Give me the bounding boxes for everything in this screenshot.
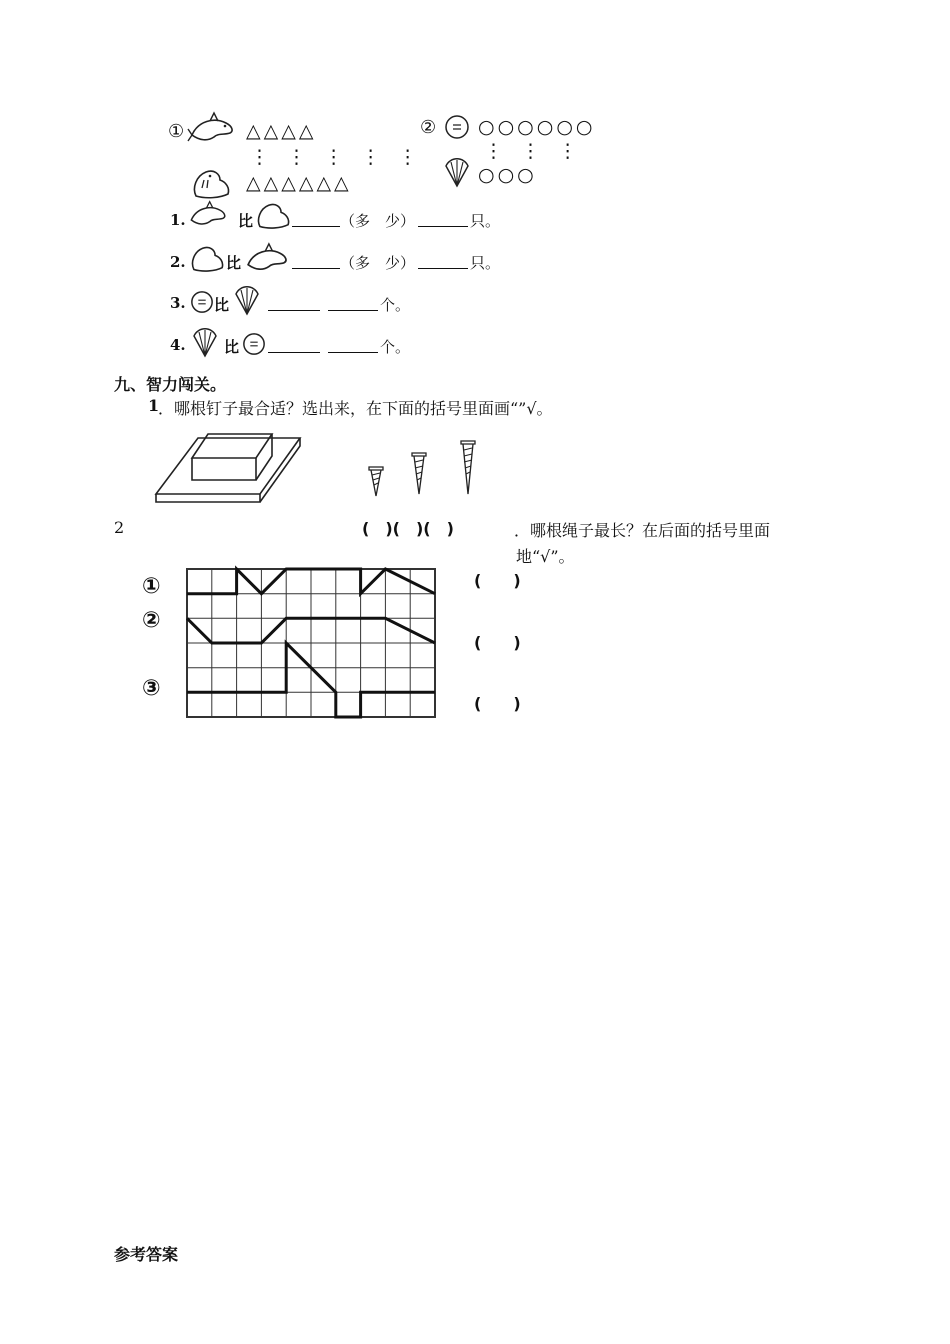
rope-label-3: ③ — [142, 676, 161, 701]
answer-line[interactable] — [268, 294, 320, 315]
ball-icon — [444, 114, 470, 140]
q2-text-line2: 地“√”。 — [516, 547, 575, 566]
bi-text: 比 — [224, 338, 240, 356]
duo-shao-text: （多 少） — [340, 254, 416, 272]
nail-medium-icon — [411, 450, 427, 496]
ge-text: 个。 — [380, 296, 411, 314]
group1-label: ① — [168, 121, 185, 142]
answer-line[interactable] — [268, 336, 320, 357]
dolphin-icon — [188, 200, 228, 230]
group2-label: ② — [420, 117, 437, 138]
section-title: 九、智力闯关。 — [114, 375, 227, 394]
answer-line[interactable] — [418, 252, 468, 273]
rope-answer-3[interactable]: ( ) — [474, 694, 521, 713]
rope-label-2: ② — [142, 608, 161, 633]
triangle-row-2: △△△△△△ — [246, 172, 352, 194]
duo-shao-text: （多 少） — [340, 212, 416, 230]
zhi-text: 只。 — [470, 212, 501, 230]
rope-answer-2[interactable]: ( ) — [474, 633, 521, 652]
dots-row-2: ⋮ ⋮ ⋮ — [484, 140, 584, 162]
q2-number: 2 — [114, 518, 125, 537]
walrus-icon — [190, 166, 234, 200]
answers-title: 参考答案 — [114, 1245, 179, 1264]
bi-text: 比 — [214, 296, 230, 314]
fan-icon — [444, 158, 470, 188]
dolphin-icon — [188, 111, 236, 147]
question-number: 1. — [170, 211, 186, 229]
nail-long-icon — [460, 438, 476, 496]
bi-text: 比 — [238, 212, 254, 230]
ball-icon — [242, 332, 266, 356]
nail-answer-parens[interactable]: ( )( )( ) — [362, 519, 454, 538]
dots-row-1: ⋮ ⋮ ⋮ ⋮ ⋮ — [250, 146, 424, 168]
dolphin-icon — [242, 242, 292, 276]
question-number: 4. — [170, 336, 186, 354]
triangle-row-1: △△△△ — [246, 120, 317, 142]
question-number: 3. — [170, 294, 186, 312]
q2-text: ．哪根绳子最长？在后面的括号里面 — [514, 521, 771, 540]
fan-icon — [192, 328, 218, 358]
answer-line[interactable] — [292, 252, 340, 273]
bi-text: 比 — [226, 254, 242, 272]
circle-row-2: ○○○ — [478, 164, 537, 186]
answer-line[interactable] — [328, 336, 378, 357]
rope-grid-figure — [186, 568, 438, 720]
circle-row-1: ○○○○○○ — [478, 116, 596, 138]
rope-label-1: ① — [142, 574, 161, 599]
ball-icon — [190, 290, 214, 314]
nail-short-icon — [368, 464, 384, 498]
fan-icon — [234, 286, 260, 316]
box-on-board-figure — [150, 430, 310, 506]
rope-answer-1[interactable]: ( ) — [474, 571, 521, 590]
q1-number: 1 — [148, 396, 160, 415]
zhi-text: 只。 — [470, 254, 501, 272]
question-number: 2. — [170, 253, 186, 271]
answer-line[interactable] — [292, 210, 340, 231]
walrus-icon — [254, 200, 294, 230]
ge-text: 个。 — [380, 338, 411, 356]
q1-text: ．哪根钉子最合适？选出来，在下面的括号里面画“”√。 — [158, 399, 553, 418]
walrus-icon — [188, 243, 228, 273]
answer-line[interactable] — [328, 294, 378, 315]
answer-line[interactable] — [418, 210, 468, 231]
